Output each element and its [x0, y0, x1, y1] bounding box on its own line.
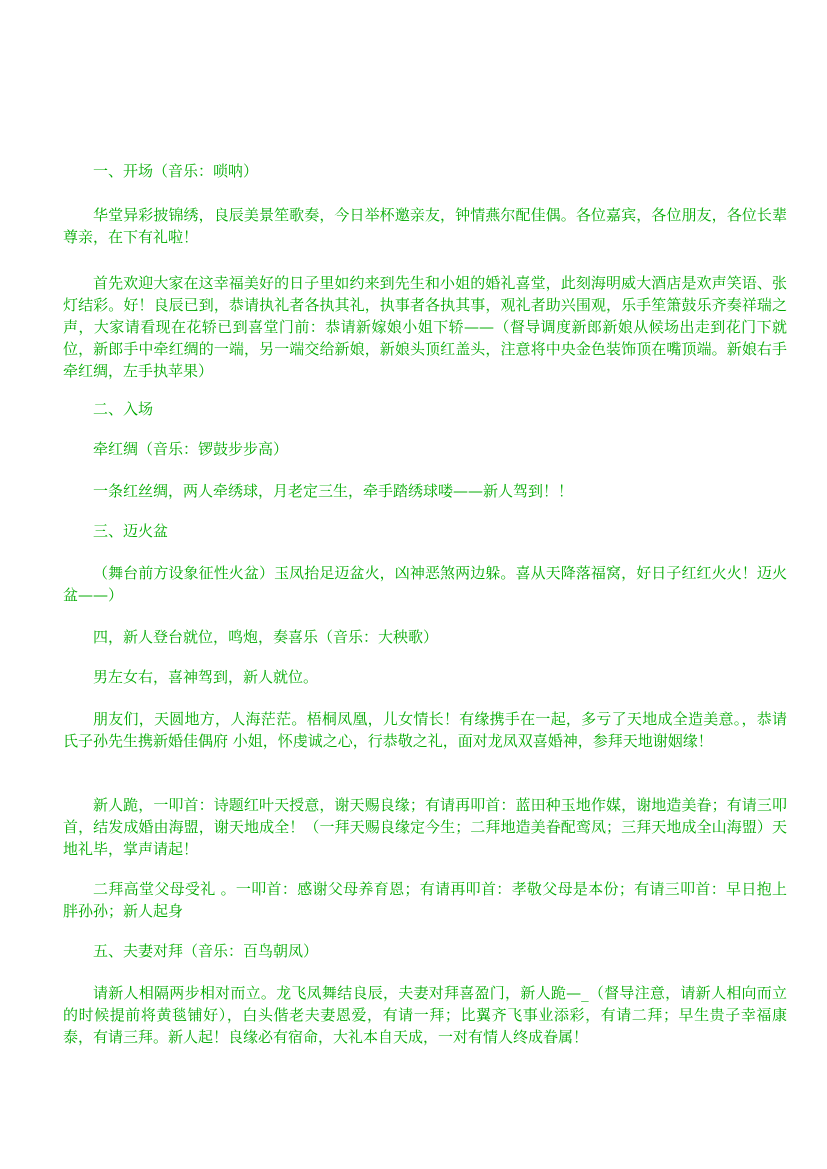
paragraph-couple-bow: 请新人相隔两步相对而立。龙飞凤舞结良辰，夫妻对拜喜盈门，新人跪—_（督导注意，请新人相向而立的时候提前将黄毯铺好），白头偕老夫妻恩爱，有请一拜；比翼齐飞事业添彩，有请二拜；早生贵子幸福康泰，有请三拜。新人起！良缘必有宿命，大礼本自天成，一对有情人终成眷属！: [63, 984, 787, 1046]
paragraph-welcome: 首先欢迎大家在这幸福美好的日子里如约来到先生和小姐的婚礼喜堂，此刻海明威大酒店是欢声笑语、张灯结彩。好！良辰已到，恭请执礼者各执其礼，执事者各执其事，观礼者助兴围观，乐手笙箫鼓乐齐奏祥瑞之声，大家请看现在花轿已到喜堂门前：恭请新嫁娘小姐下轿——（督导调度新郎新娘从候场出走到花门下就位，新郎手中牵红绸的一端，另一端交给新娘，新娘头顶红盖头，注意将中央金色装饰顶在嘴顶端。新娘右手牵红绸，左手执苹果）: [63, 274, 787, 380]
paragraph-red-silk-title: 牵红绸（音乐：锣鼓步步高）: [93, 440, 289, 458]
heading-couple-bow: 五、夫妻对拜（音乐：百鸟朝凤）: [93, 942, 319, 960]
paragraph-greeting: 华堂异彩披锦绣，良辰美景笙歌奏，今日举杯邀亲友，钟情燕尔配佳偶。各位嘉宾，各位朋友，各位长辈尊亲，在下有礼啦！: [63, 206, 787, 246]
paragraph-bow-parents: 二拜高堂父母受礼 。一叩首：感谢父母养育恩；有请再叩首：孝敬父母是本份；有请三叩首：早日抱上胖孙孙；新人起身: [63, 880, 787, 920]
paragraph-friends: 朋友们，天圆地方，人海茫茫。梧桐凤凰，儿女情长！有缘携手在一起，多亏了天地成全造美意。，恭请 氏子孙先生携新婚佳偶府 小姐，怀虔诚之心，行恭敬之礼，面对龙凤双喜婚神，参拜天地谢姻缘！: [63, 710, 787, 750]
paragraph-kneel-heaven-earth: 新人跪，一叩首：诗题红叶天授意，谢天赐良缘；有请再叩首：蓝田种玉地作媒，谢地造美眷；有请三叩首，结发成婚由海盟，谢天地成全！（一拜天赐良缘定今生；二拜地造美眷配鸾凤；三拜天地成全山海盟）天地礼毕，掌声请起！: [63, 796, 787, 858]
heading-opening: 一、开场（音乐：唢呐）: [93, 162, 259, 180]
paragraph-fire-basin: （舞台前方设象征性火盆）玉凤抬足迈盆火，凶神恶煞两边躲。喜从天降落福窝，好日子红红火火！迈火盆——）: [63, 564, 787, 604]
heading-take-stage: 四，新人登台就位，鸣炮，奏喜乐（音乐：大秧歌）: [93, 628, 439, 646]
paragraph-red-silk-verse: 一条红丝绸，两人牵绣球，月老定三生，牵手踏绣球喽——新人驾到！！: [93, 482, 574, 500]
heading-entrance: 二、入场: [93, 400, 154, 418]
paragraph-positions: 男左女右，喜神驾到，新人就位。: [93, 668, 319, 686]
heading-fire-basin: 三、迈火盆: [93, 522, 169, 540]
